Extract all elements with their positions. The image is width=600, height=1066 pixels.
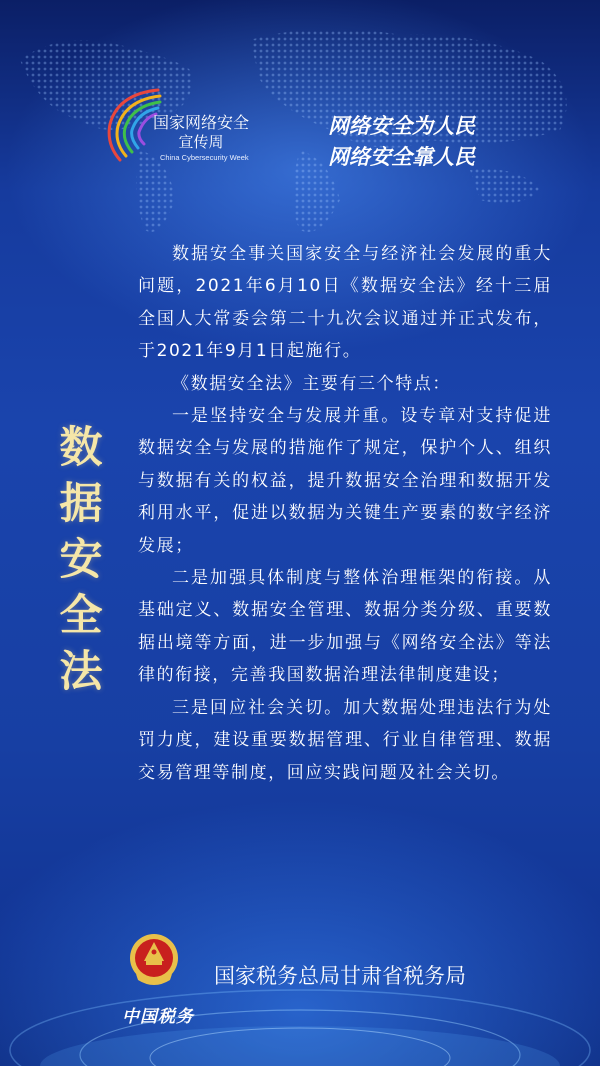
logo-title-line2: 宣传周 — [178, 133, 224, 151]
vertical-title-char: 据 — [59, 479, 103, 529]
paragraph-intro: 数据安全事关国家安全与经济社会发展的重大问题，2021年6月10日《数据安全法》经十三届全国人大常委会第二十九次会议通过并正式发布，于2021年9月1日起施行。 — [138, 244, 552, 362]
slogan-line2: 网络安全靠人民 — [328, 145, 475, 169]
vertical-title-char: 数 — [59, 423, 103, 473]
vertical-title-char: 全 — [59, 591, 103, 641]
world-map-background — [0, 0, 600, 260]
paragraph-feature-1: 一是坚持安全与发展并重。设专章对支持促进数据安全与发展的措施作了规定，保护个人、组织与数据有关的权益，提升数据安全治理和数据开发利用水平，促进以数据为关键生产要素的数字经济发展； — [138, 406, 552, 556]
article-body — [138, 238, 552, 789]
slogan-line1: 网络安全为人民 — [328, 114, 475, 138]
logo-subtitle-en: China Cybersecurity Week — [160, 153, 249, 162]
vertical-title-char: 安 — [59, 535, 103, 585]
logo-title-line1: 国家网络安全 — [152, 113, 249, 132]
china-tax-calligraphy-logo: 中国税务 — [122, 1007, 194, 1027]
bottom-light-rings — [0, 940, 600, 1066]
vertical-title-char: 法 — [59, 647, 103, 697]
paragraph-features-heading: 《数据安全法》主要有三个特点： — [172, 373, 451, 394]
agency-name: 国家税务总局甘肃省税务局 — [214, 964, 466, 988]
paragraph-feature-3: 三是回应社会关切。加大数据处理违法行为处罚力度，建设重要数据管理、行业自律管理、数据交易管理等制度，回应实践问题及社会关切。 — [138, 697, 552, 783]
vertical-title — [56, 420, 106, 700]
paragraph-feature-2: 二是加强具体制度与整体治理框架的衔接。从基础定义、数据安全管理、数据分类分级、重要数据出境等方面，进一步加强与《网络安全法》等法律的衔接，完善我国数据治理法律制度建设； — [138, 568, 552, 686]
tax-emblem-icon — [122, 928, 186, 992]
